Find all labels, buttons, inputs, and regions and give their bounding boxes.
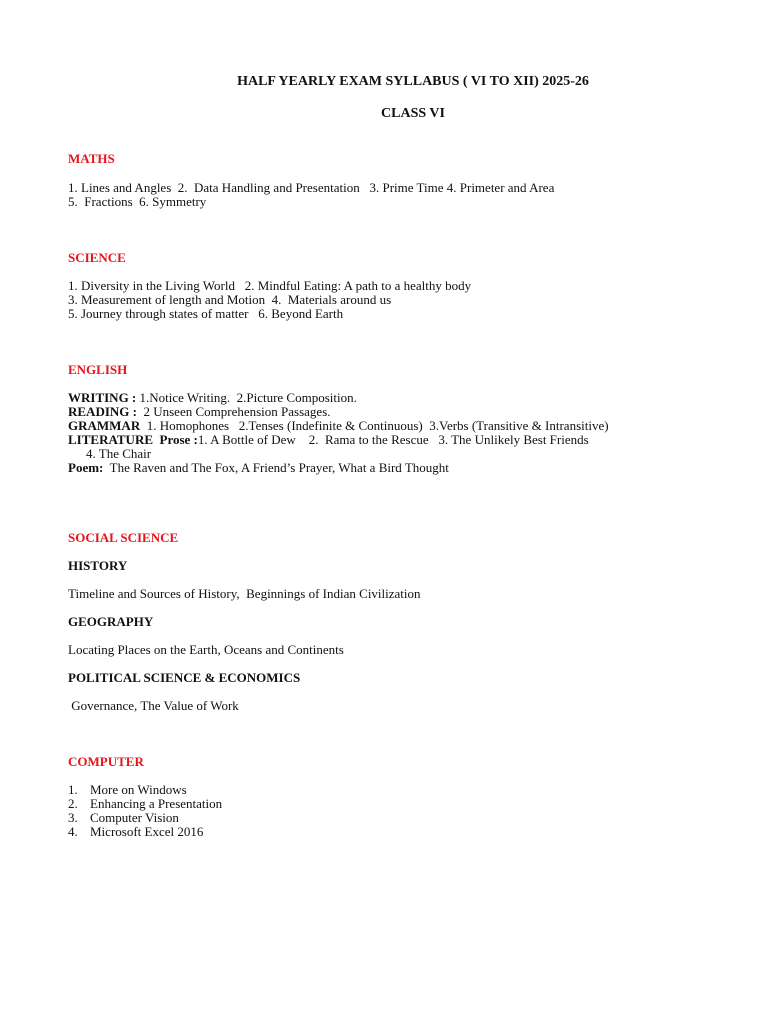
maths-heading: MATHS xyxy=(68,151,115,166)
list-text: Enhancing a Presentation xyxy=(90,796,223,811)
polsci-text: Governance, The Value of Work xyxy=(68,698,239,713)
computer-item xyxy=(68,783,187,797)
computer-item xyxy=(68,797,222,811)
reading-label: READING : xyxy=(68,404,137,419)
maths-line-2: 5. Fractions 6. Symmetry xyxy=(68,194,207,209)
english-poem xyxy=(68,461,449,475)
computer-heading: COMPUTER xyxy=(68,754,144,769)
poem-label: Poem: xyxy=(68,460,104,475)
writing-text: 1.Notice Writing. 2.Picture Composition. xyxy=(136,390,357,405)
list-number: 3. xyxy=(68,810,78,825)
list-number: 2. xyxy=(68,796,78,811)
english-grammar xyxy=(68,419,609,433)
polsci-heading: POLITICAL SCIENCE & ECONOMICS xyxy=(68,670,301,685)
social-science-heading: SOCIAL SCIENCE xyxy=(68,530,179,545)
computer-item xyxy=(68,811,179,825)
science-heading: SCIENCE xyxy=(68,250,126,265)
science-line-1: 1. Diversity in the Living World 2. Mindful Eating: A path to a healthy body xyxy=(68,278,472,293)
geography-heading: GEOGRAPHY xyxy=(68,614,154,629)
list-text: More on Windows xyxy=(90,782,187,797)
literature-label: LITERATURE Prose : xyxy=(68,432,198,447)
writing-label: WRITING : xyxy=(68,390,137,405)
class-label: CLASS VI xyxy=(381,106,445,121)
english-reading xyxy=(68,405,331,419)
list-number: 4. xyxy=(68,824,78,839)
maths-line-1: 1. Lines and Angles 2. Data Handling and Presentation 3. Prime Time 4. Primeter and Area xyxy=(68,180,555,195)
grammar-text: 1. Homophones 2.Tenses (Indefinite & Continuous) 3.Verbs (Transitive & Intransitive) xyxy=(140,418,609,433)
list-number: 1. xyxy=(68,782,78,797)
page-title: HALF YEARLY EXAM SYLLABUS ( VI TO XII) 2025-26 xyxy=(237,74,589,89)
science-line-3: 5. Journey through states of matter 6. Beyond Earth xyxy=(68,306,344,321)
literature-text: 1. A Bottle of Dew 2. Rama to the Rescue 3. The Unlikely Best Friends xyxy=(197,432,589,447)
science-line-2: 3. Measurement of length and Motion 4. Materials around us xyxy=(68,292,392,307)
geography-text: Locating Places on the Earth, Oceans and Continents xyxy=(68,642,344,657)
english-heading: ENGLISH xyxy=(68,362,128,377)
english-literature xyxy=(68,433,589,447)
list-text: Computer Vision xyxy=(90,810,179,825)
history-heading: HISTORY xyxy=(68,558,128,573)
english-literature-cont: 4. The Chair xyxy=(86,446,152,461)
poem-text: The Raven and The Fox, A Friend’s Prayer, What a Bird Thought xyxy=(103,460,449,475)
history-text: Timeline and Sources of History, Beginnings of Indian Civilization xyxy=(68,586,421,601)
computer-item xyxy=(68,825,203,839)
english-writing xyxy=(68,391,357,405)
reading-text: 2 Unseen Comprehension Passages. xyxy=(136,404,331,419)
list-text: Microsoft Excel 2016 xyxy=(90,824,204,839)
grammar-label: GRAMMAR xyxy=(68,418,141,433)
